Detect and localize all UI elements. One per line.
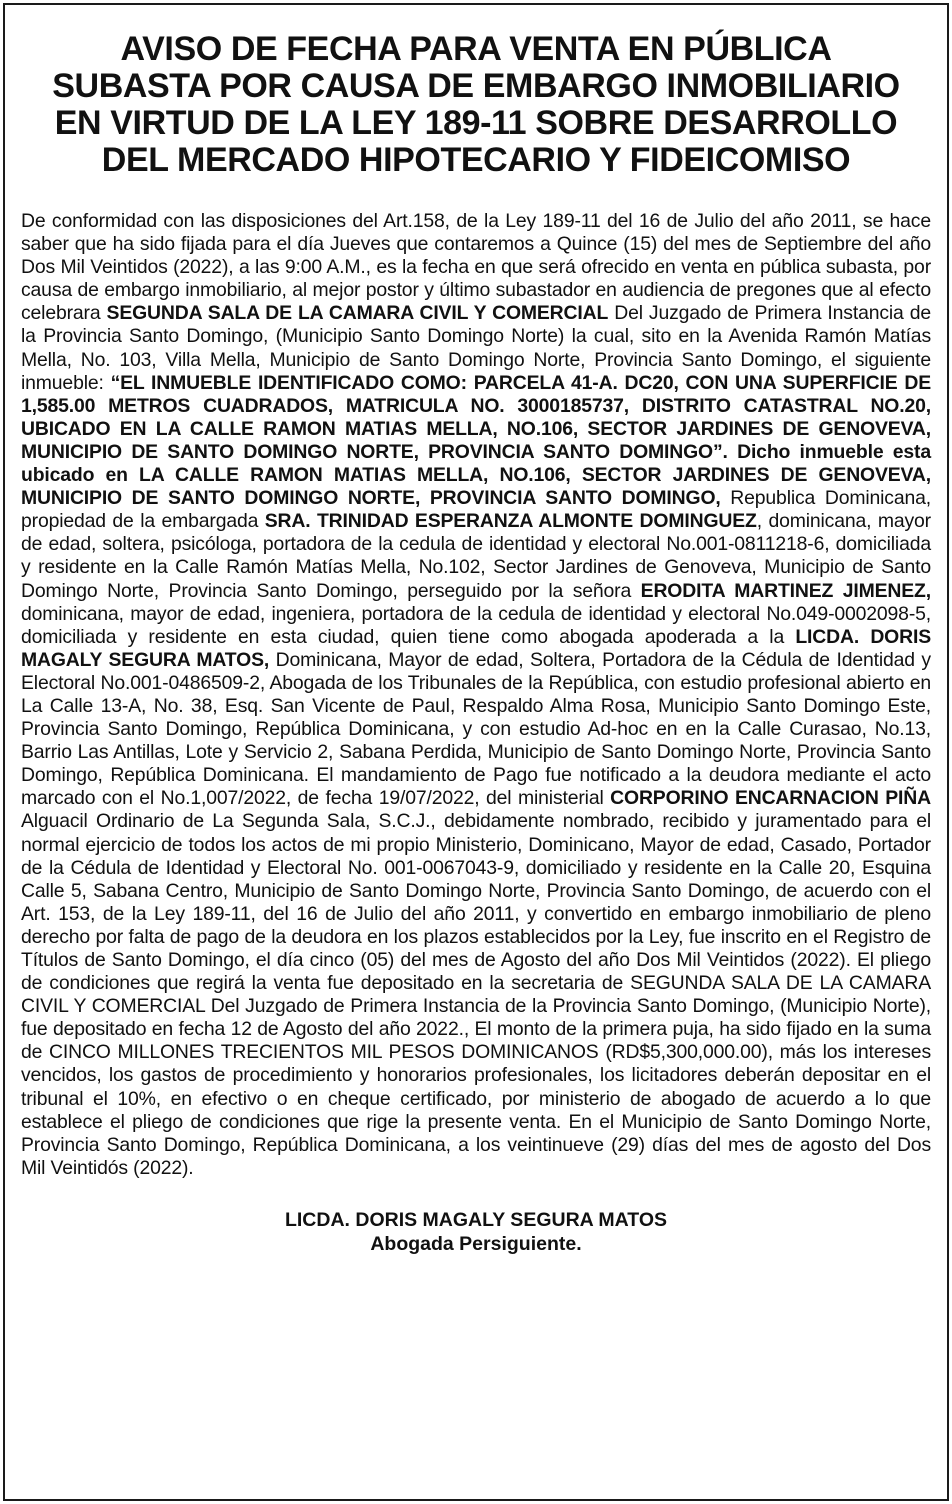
bailiff-name: CORPORINO ENCARNACION PIÑA — [610, 787, 931, 810]
body-text-segment: De conformidad con las disposiciones del Art.158, de la Ley 189-11 del 16 de Julio del año 2011, se hace saber que ha sido fijada para el día Jueves que contaremos a Quince (15) del mes de Septiembre del año Dos Mil Veintidos (2022), a las 9:00 A.M., es la fecha en que será ofrecido en venta en pública subasta, por causa de embargo inmobiliario, al mejor postor y último subastador en audiencia de pregones que al efecto celebrara — [21, 210, 931, 325]
legal-notice — [3, 3, 949, 1501]
body-text-segment: dominicana, mayor de edad, ingeniera, portadora de la cedula de identidad y electoral No.049-0002098-5, domiciliada y residente en esta ciudad, quien tiene como abogada apoderada a la — [21, 602, 931, 648]
notice-body — [21, 210, 931, 1180]
title-line-4: DEL MERCADO HIPOTECARIO Y FIDEICOMISO — [101, 141, 851, 179]
property-description: “EL INMUEBLE IDENTIFICADO COMO: PARCELA 41-A. DC20, CON UNA SUPERFICIE DE 1,585.00 METROS CUADRADOS, MATRICULA NO. 3000185737, DISTRITO CATASTRAL NO.20, UBICADO EN LA CALLE RAMON MATIAS MELLA, NO.106, SECTOR JARDINES DE GENOVEVA, MUNICIPIO DE SANTO DOMINGO NORTE, PROVINCIA SANTO DOMINGO”. Dicho inmueble esta ubicado en LA CALLE RAMON MATIAS MELLA, NO.106, SECTOR JARDINES DE GENOVEVA, MUNICIPIO DE SANTO DOMINGO NORTE, PROVINCIA SANTO DOMINGO, — [21, 371, 932, 510]
body-text-segment: Del Juzgado de Primera Instancia de la Provincia Santo Domingo, (Municipio Santo Domingo Norte) la cual, sito en la Avenida Ramón Matías Mella, No. 103, Villa Mella, Municipio de Santo Domingo Norte, Provincia Santo Domingo, el siguiente inmueble: — [21, 302, 931, 394]
body-text-segment: Alguacil Ordinario de La Segunda Sala, S.C.J., debidamente nombrado, recibido y juramentado para el normal ejercicio de todos los actos de mi propio Ministerio, Dominicano, Mayor de edad, Casado, Portador de la Cédula de Identidad y Electoral No. 001-0067043-9, domiciliado y residente en la Calle 20, Esquina Calle 5, Sabana Centro, Municipio de Santo Domingo Norte, Provincia Santo Domingo, de acuerdo con el Art. 153, de la Ley 189-11, del 16 de Julio del año 2011, y convertido en embargo inmobiliario de pleno derecho por falta de pago de la deudora en los plazos establecidos por la Ley, fue inscrito en el Registro de Títulos de Santo Domingo, el día cinco (05) del mes de Agosto del año Dos Mil Veintidos (2022). El pliego de condiciones que regirá la venta fue depositado en la secretaria de SEGUNDA SALA DE LA CAMARA CIVIL Y COMERCIAL Del Juzgado de Primera Instancia de la Provincia Santo Domingo, (Municipio Norte), fue depositado en fecha 12 de Agosto del año 2022., El monto de la primera puja, ha sido fijado en la suma de CINCO MILLONES TRECIENTOS MIL PESOS DOMINICANOS (RD$5,300,000.00), más los intereses vencidos, los gastos de procedimiento y honorarios profesionales, los licitadores deberán depositar en el tribunal el 10%, en efectivo o en cheque certificado, por ministerio de abogado de acuerdo a lo que establece el pliego de condiciones que rige la presente venta. En el Municipio de Santo Domingo Norte, Provincia Santo Domingo, República Dominicana, a los veintinueve (29) días del mes de agosto del Dos Mil Veintidós (2022). — [21, 810, 931, 1179]
signatory-name: LICDA. DORIS MAGALY SEGURA MATOS — [284, 1208, 668, 1231]
body-text-segment: Republica Dominicana, propiedad de la embargada — [21, 487, 931, 533]
notice-title — [21, 31, 931, 179]
title-line-2: SUBASTA POR CAUSA DE EMBARGO INMOBILIARIO — [52, 67, 900, 105]
body-text-segment: Dominicana, Mayor de edad, Soltera, Portadora de la Cédula de Identidad y Electoral No.001-0486509-2, Abogada de los Tribunales de la República, con estudio profesional abierto en La Calle 13-A, No. 38, Esq. San Vicente de Paul, Respaldo Alma Rosa, Municipio Santo Domingo Este, Provincia Santo Domingo, República Dominicana, y con estudio Ad-hoc en en la Calle Curasao, No.13, Barrio Las Antillas, Lote y Servicio 2, Sabana Perdida, Municipio de Santo Domingo Norte, Provincia Santo Domingo, República Dominicana. El mandamiento de Pago fue notificado a la deudora mediante el acto marcado con el No.1,007/2022, de fecha 19/07/2022, del ministerial — [21, 648, 931, 810]
creditor-name: ERODITA MARTINEZ JIMENEZ, — [640, 579, 931, 602]
title-line-3: EN VIRTUD DE LA LEY 189-11 SOBRE DESARROLLO — [54, 104, 898, 142]
debtor-name: SRA. TRINIDAD ESPERANZA ALMONTE DOMINGUEZ — [264, 510, 757, 533]
court-name: SEGUNDA SALA DE LA CAMARA CIVIL Y COMERCIAL — [106, 302, 609, 325]
signatory-role: Abogada Persiguiente. — [370, 1232, 582, 1255]
body-text-segment: , dominicana, mayor de edad, soltera, psicóloga, portadora de la cedula de identidad y electoral No.001-0811218-6, domiciliada y residente en la Calle Ramón Matías Mella, No.102, Sector Jardines de Genoveva, Municipio de Santo Domingo Norte, Provincia Santo Domingo, perseguido por la señora — [21, 510, 931, 602]
attorney-name: LICDA. DORIS MAGALY SEGURA MATOS, — [21, 625, 931, 671]
title-line-1: AVISO DE FECHA PARA VENTA EN PÚBLICA — [120, 30, 832, 68]
signature-block — [21, 1208, 931, 1256]
